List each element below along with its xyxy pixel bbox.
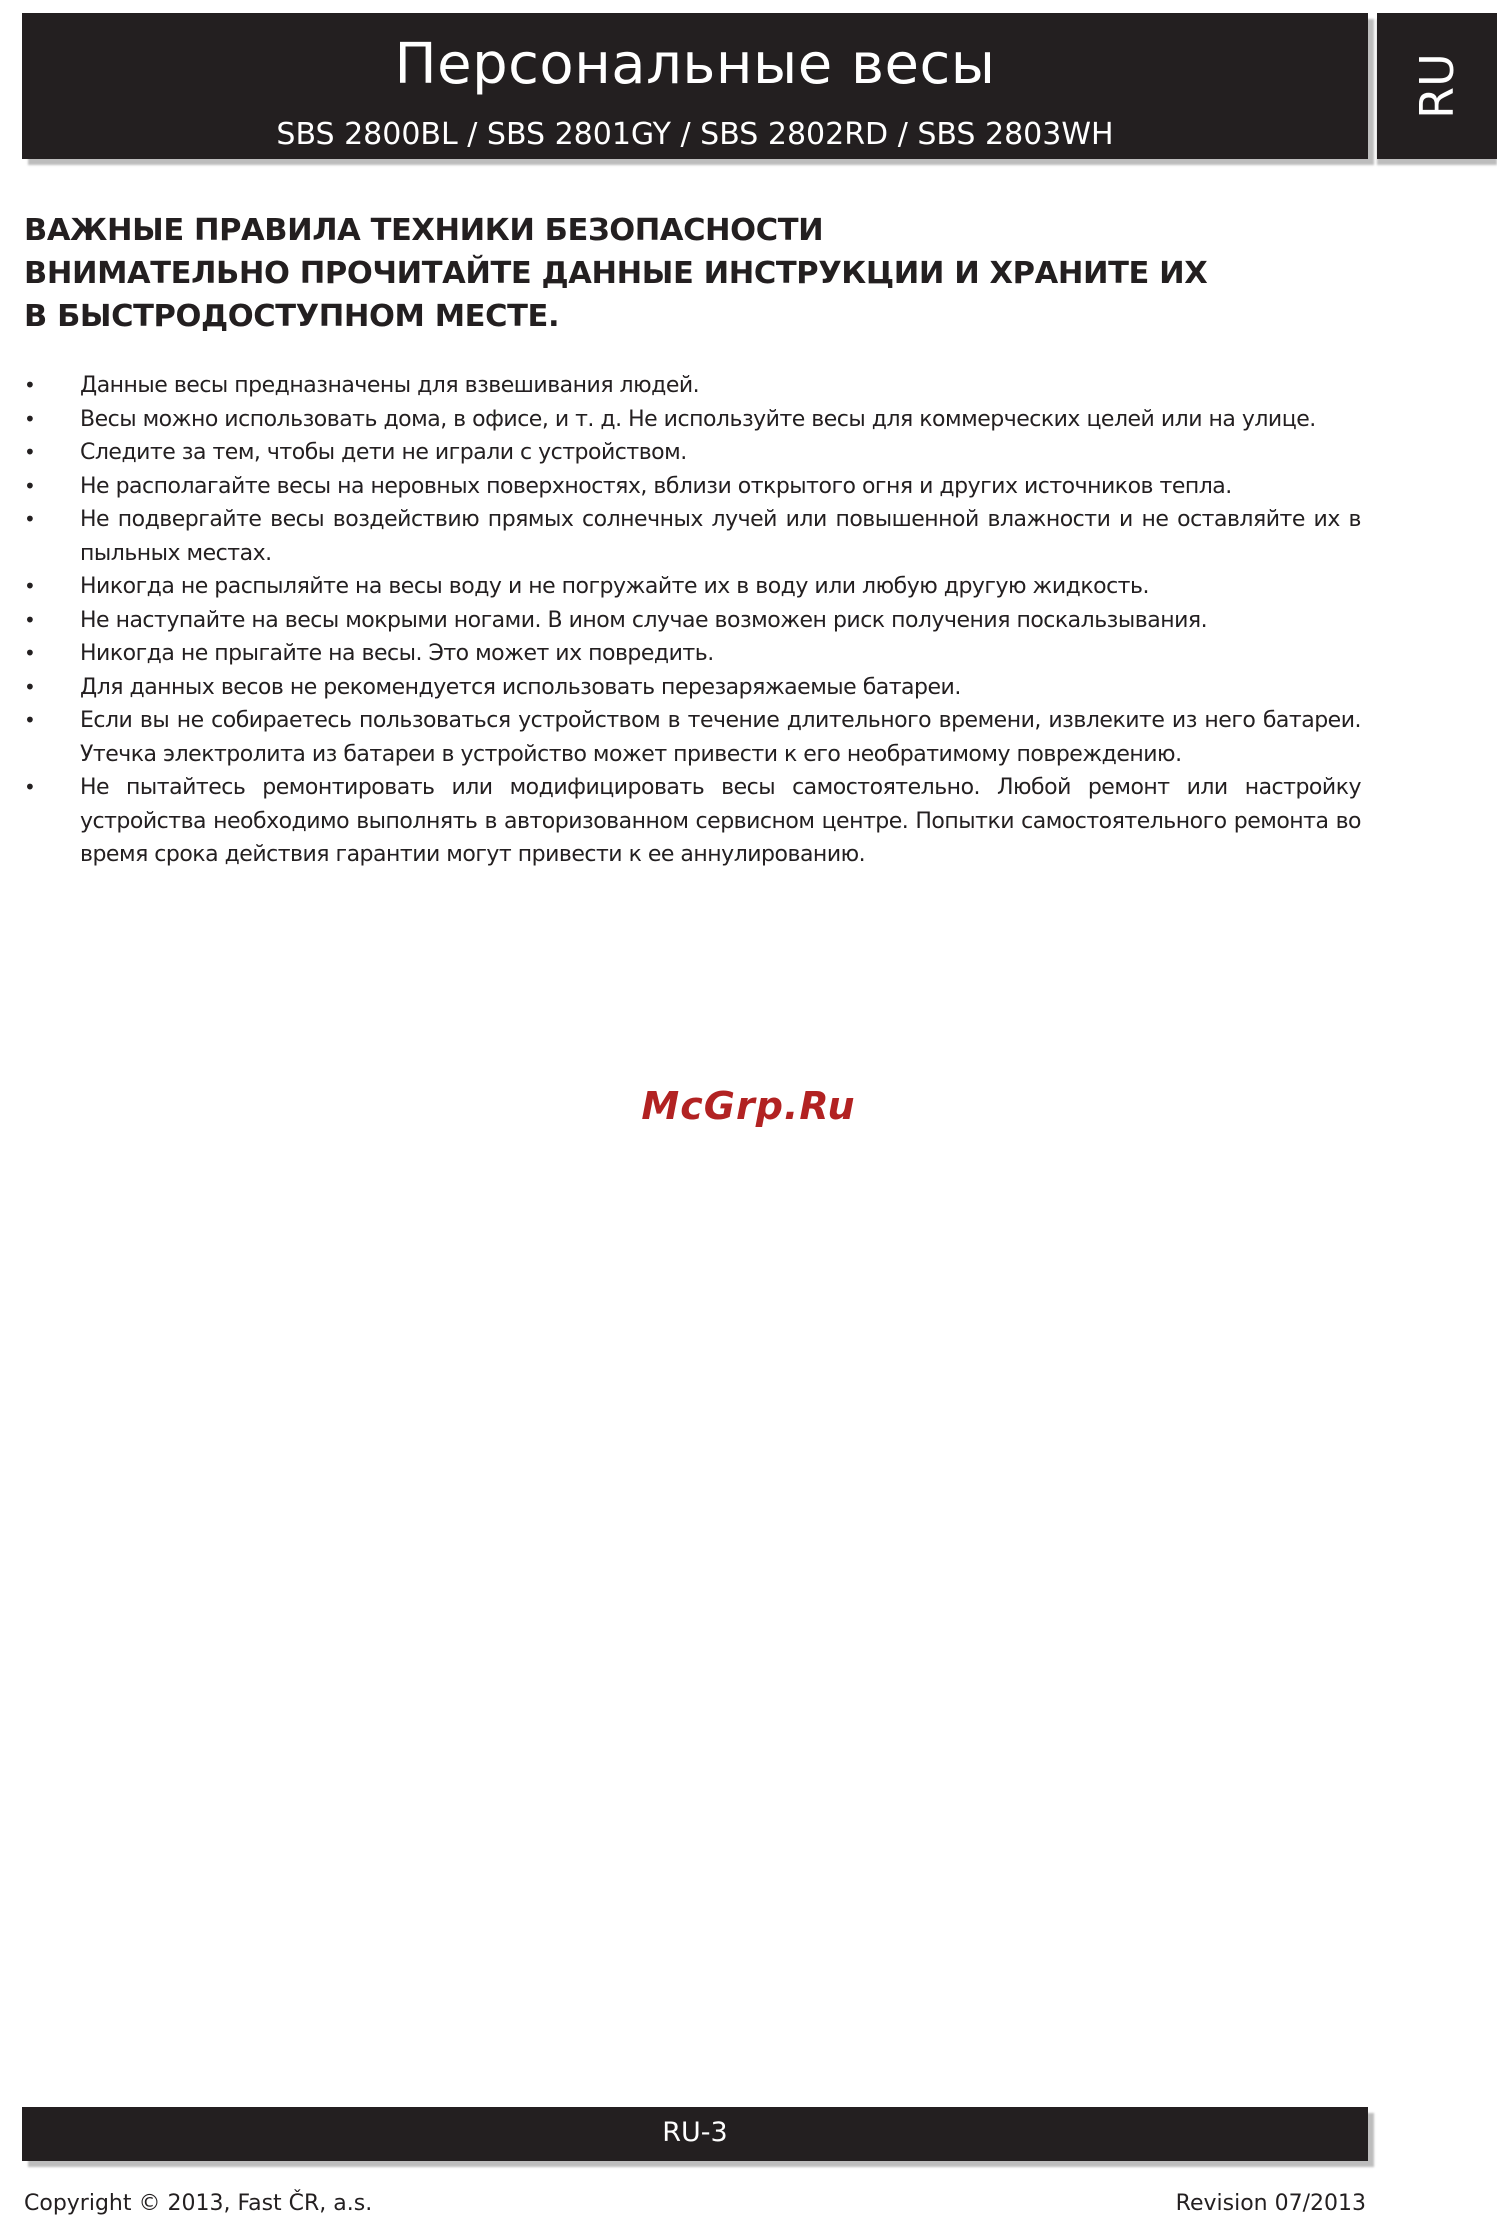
- revision-text: Revision 07/2013: [1175, 2191, 1366, 2216]
- safety-rule-text: Не пытайтесь ремонтировать или модифицировать весы самостоятельно. Любой ремонт или настройку устройства необходимо выполнять в авторизованном сервисном центре. Попытки самостоятельного ремонта во время срока действия гарантии могут привести к ее аннулированию.: [80, 775, 1361, 867]
- safety-rule-text: Никогда не распыляйте на весы воду и не погружайте их в воду или любую другую жидкость.: [80, 574, 1149, 599]
- safety-heading-line: В БЫСТРОДОСТУПНОМ МЕСТЕ.: [24, 299, 560, 334]
- bullet-icon: •: [24, 507, 36, 531]
- safety-rules-list: [24, 369, 1361, 872]
- safety-rule: [24, 503, 1361, 570]
- bullet-icon: •: [24, 708, 36, 732]
- safety-rule: [24, 436, 1361, 470]
- safety-rule-text: Если вы не собираетесь пользоваться устройством в течение длительного времени, извлеките из него батареи. Утечка электролита из батареи в устройство может привести к его необратимому повреждению.: [80, 708, 1361, 767]
- bullet-icon: •: [24, 473, 36, 498]
- safety-rule: [24, 403, 1361, 437]
- safety-rule-text: Весы можно использовать дома, в офисе, и т. д. Не используйте весы для коммерческих целей или на улице.: [80, 406, 1316, 432]
- safety-rule: [24, 369, 1361, 403]
- bullet-icon: •: [24, 674, 36, 699]
- safety-rule-text: Данные весы предназначены для взвешивания людей.: [80, 373, 700, 398]
- watermark: McGrp.Ru: [641, 1084, 856, 1128]
- safety-rule-text: Для данных весов не рекомендуется использовать перезаряжаемые батареи.: [80, 674, 961, 700]
- bullet-icon: •: [24, 607, 36, 632]
- safety-heading-line: ВАЖНЫЕ ПРАВИЛА ТЕХНИКИ БЕЗОПАСНОСТИ: [24, 213, 824, 248]
- safety-rule: [24, 704, 1361, 771]
- safety-rule: [24, 470, 1361, 504]
- bullet-icon: •: [24, 775, 36, 799]
- bullet-icon: •: [24, 406, 36, 431]
- page-title: Персональные весы: [394, 32, 996, 97]
- safety-rule-text: Не располагайте весы на неровных поверхностях, вблизи открытого огня и других источников тепла.: [80, 473, 1232, 499]
- copyright-text: Copyright © 2013, Fast ČR, a.s.: [24, 2191, 373, 2216]
- safety-rule-text: Не подвергайте весы воздействию прямых солнечных лучей или повышенной влажности и не оставляйте их в пыльных местах.: [80, 507, 1361, 566]
- bullet-icon: •: [24, 574, 36, 598]
- model-numbers: SBS 2800BL / SBS 2801GY / SBS 2802RD / SBS 2803WH: [276, 117, 1114, 152]
- header-bar: [22, 13, 1368, 159]
- bullet-icon: •: [24, 440, 36, 464]
- safety-rule-text: Следите за тем, чтобы дети не играли с устройством.: [80, 440, 687, 465]
- safety-rule-text: Не наступайте на весы мокрыми ногами. В ином случае возможен риск получения поскальзывания.: [80, 607, 1208, 633]
- safety-heading-line: ВНИМАТЕЛЬНО ПРОЧИТАЙТЕ ДАННЫЕ ИНСТРУКЦИИ И ХРАНИТЕ ИХ: [24, 256, 1208, 291]
- safety-rule: [24, 771, 1361, 872]
- safety-rule: [24, 570, 1361, 604]
- page-number: RU-3: [662, 2117, 728, 2148]
- safety-rule-text: Никогда не прыгайте на весы. Это может их повредить.: [80, 641, 714, 666]
- language-code: RU: [1410, 53, 1464, 119]
- language-tab: [1377, 13, 1497, 159]
- safety-rule: [24, 604, 1361, 638]
- footer-bar: [22, 2107, 1368, 2161]
- safety-rule: [24, 671, 1361, 705]
- safety-heading: [24, 209, 1364, 338]
- safety-rule: [24, 637, 1361, 671]
- bullet-icon: •: [24, 373, 36, 397]
- bullet-icon: •: [24, 641, 36, 665]
